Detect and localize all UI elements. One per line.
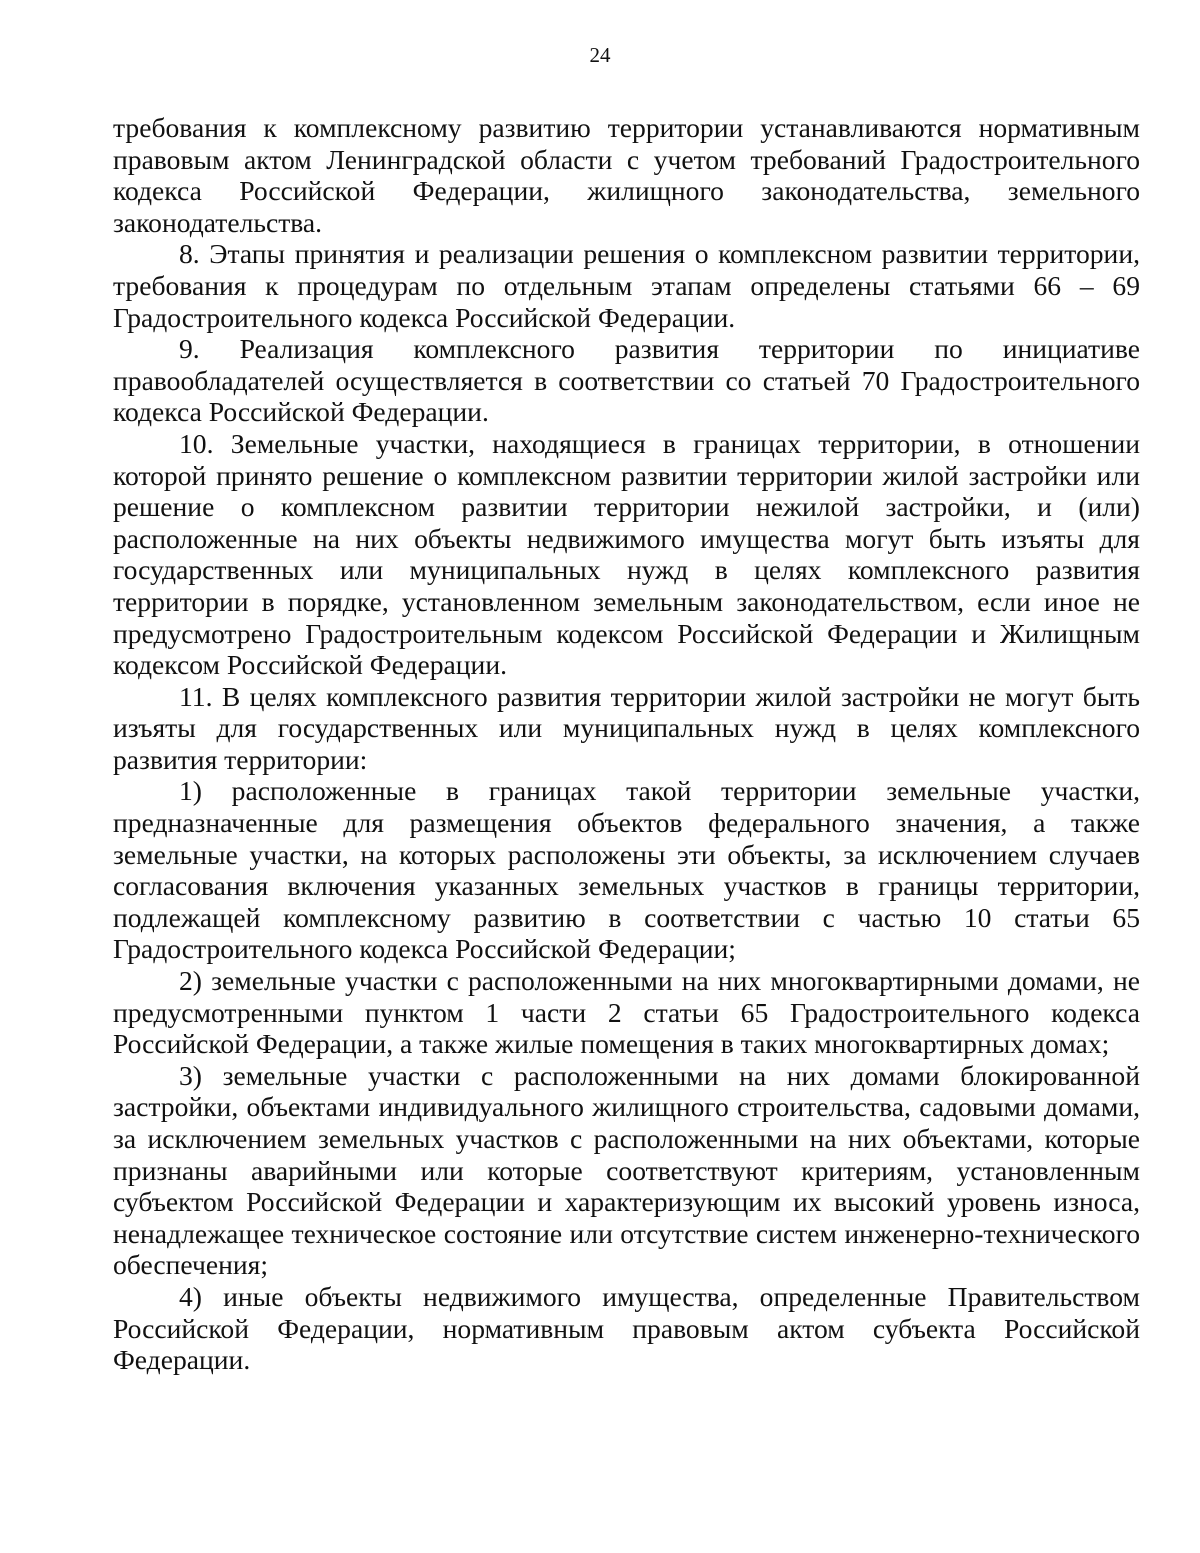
page-number: 24 [589,43,611,67]
paragraph-item-10: 10. Земельные участки, находящиеся в границах территории, в отношении которой принято решение о комплексном развитии территории жилой застройки или решение о комплексном развитии территории нежилой застройки, и (или) расположенные на них объекты недвижимого имущества могут быть изъяты для государственных или муниципальных нужд в целях комплексного развития территории в порядке, установленном земельным законодательством, если иное не предусмотрено Градостроительным кодексом Российской Федерации и Жилищным кодексом Российской Федерации. [113,427,1140,681]
subitem-4: 4) иные объекты недвижимого имущества, определенные Правительством Российской Федерации, нормативным правовым актом субъекта Российской Федерации. [113,1280,1140,1376]
document-body [113,112,1140,1376]
paragraph-continuation: требования к комплексному развитию территории устанавливаются нормативным правовым актом Ленинградской области с учетом требований Градостроительного кодекса Российской Федерации, жилищного законодательства, земельного законодательства. [113,112,1140,238]
subitem-2: 2) земельные участки с расположенными на них многоквартирными домами, не предусмотренными пунктом 1 части 2 статьи 65 Градостроительного кодекса Российской Федерации, а также жилые помещения в таких многоквартирных домах; [113,965,1140,1060]
subitem-3: 3) земельные участки с расположенными на них домами блокированной застройки, объектами индивидуального жилищного строительства, садовыми домами, за исключением земельных участков с расположенными на них объектами, которые признаны аварийными или которые соответствуют критериям, установленным субъектом Российской Федерации и характеризующим их высокий уровень износа, ненадлежащее техническое состояние или отсутствие систем инженерно-технического обеспечения; [113,1059,1140,1281]
subitem-1: 1) расположенные в границах такой территории земельные участки, предназначенные для размещения объектов федерального значения, а также земельные участки, на которых расположены эти объекты, за исключением случаев согласования включения указанных земельных участков в границы территории, подлежащей комплексному развитию в соответствии с частью 10 статьи 65 Градостроительного кодекса Российской Федерации; [113,775,1140,965]
paragraph-item-8: 8. Этапы принятия и реализации решения о комплексном развитии территории, требования к процедурам по отдельным этапам определены статьями 66 – 69 Градостроительного кодекса Российской Федерации. [113,238,1140,333]
paragraph-item-11: 11. В целях комплексного развития территории жилой застройки не могут быть изъяты для государственных или муниципальных нужд в целях комплексного развития территории: [113,680,1140,775]
paragraph-item-9: 9. Реализация комплексного развития территории по инициативе правообладателей осуществляется в соответствии со статьей 70 Градостроительного кодекса Российской Федерации. [113,333,1140,428]
